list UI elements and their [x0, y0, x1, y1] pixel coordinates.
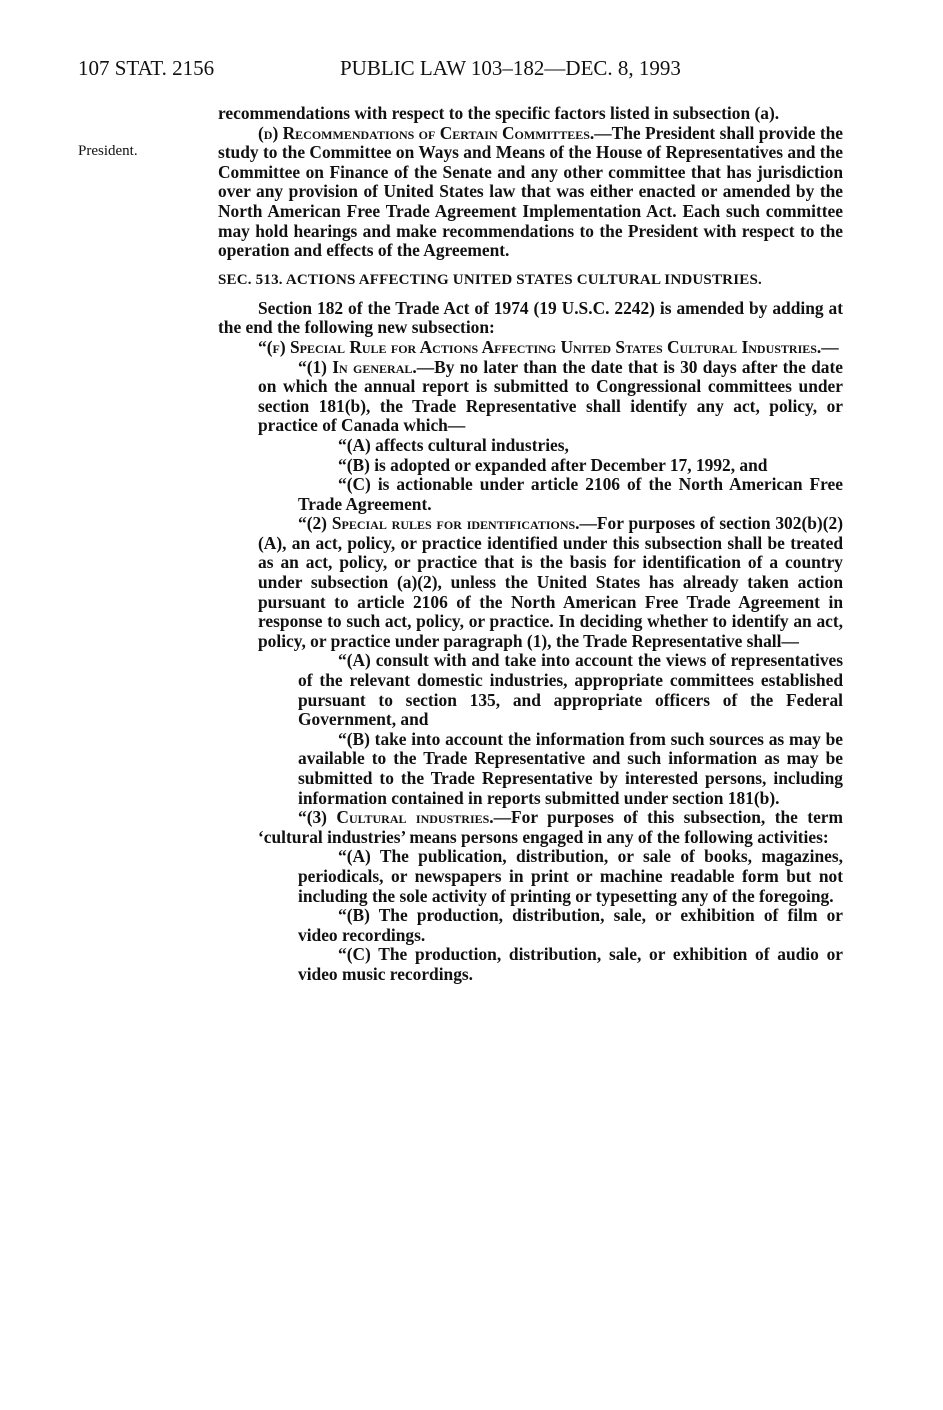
item-1-b: “(B) is adopted or expanded after December 17, 1992, and [338, 454, 768, 475]
paragraph-3-text: —For purposes of this subsection, the term ‘cultural industries’ means persons engaged in any of the following activities: [258, 807, 843, 847]
subsection-f-heading: “(f) Special Rule for Actions Affecting United States Cultural Industries. [258, 336, 822, 357]
subsection-f [218, 338, 843, 358]
item-3-c: “(C) The production, distribution, sale, or exhibition of audio or video music recordings. [298, 944, 843, 984]
paragraph-1-text: —By no later than the date that is 30 days after the date on which the annual report is submitted to Congressional committees under section 181(b), the Trade Representative shall identify any act, policy, or practice of Canada which— [258, 356, 843, 436]
item-2-a: “(A) consult with and take into account the views of representatives of the relevant domestic industries, appropriate committees established pursuant to section 135, and appropriate officers of the Federal Government, and [298, 650, 843, 730]
item-1-a: “(A) affects cultural industries, [338, 434, 569, 455]
item-1-c: “(C) is actionable under article 2106 of the North American Free Trade Agreement. [298, 474, 843, 514]
paragraph-2-heading: “(2) Special rules for identifications. [298, 513, 580, 534]
item-2-b: “(B) take into account the information from such sources as may be available to the Trade Representative and such information as may be submitted to the Trade Representative by interested persons, including information contained in reports submitted under section 181(b). [298, 728, 843, 808]
paragraph-continuation: recommendations with respect to the specific factors listed in subsection (a). [218, 103, 780, 123]
paragraph-3-heading: “(3) Cultural industries. [298, 807, 494, 828]
document-body [218, 104, 843, 985]
subsection-d-text: —The President shall provide the study to the Committee on Ways and Means of the House of Representatives and the Committee on Finance of the Senate and any other committee that has jurisdiction over any provision of United States law that was either enacted or amended by the North American Free Trade Agreement Implementation Act. Each such committee may hold hearings and make recommendations to the President with respect to the operation and effects of the Agreement. [218, 122, 844, 261]
margin-note: President. [78, 143, 138, 159]
page-header [78, 56, 883, 86]
item-3-a: “(A) The publication, distribution, or sale of books, magazines, periodicals, or newspapers in print or machine readable form but not including the sole activity of printing or typesetting any of the foregoing. [298, 846, 843, 906]
item-3-b: “(B) The production, distribution, sale, or exhibition of film or video recordings. [298, 905, 843, 945]
amendment-intro: Section 182 of the Trade Act of 1974 (19 U.S.C. 2242) is amended by adding at the end the following new subsection: [218, 297, 843, 338]
subsection-d-heading: (d) Recommendations of Certain Committees. [258, 122, 595, 143]
paragraph-1-heading: “(1) In general. [298, 356, 417, 377]
paragraph-3 [258, 808, 843, 847]
paragraph-2-text: —For purposes of section 302(b)(2)(A), an act, policy, or practice identified under this subsection shall be treated as an act, policy, or practice that is the basis for identification of a country under subsection (a)(2), unless the United States has already taken action pursuant to article 2106 of the North American Free Trade Agreement in response to such act, policy, or practice. In deciding whether to identify an act, policy, or practice under paragraph (1), the Trade Representative shall— [258, 513, 843, 651]
paragraph-2 [258, 514, 843, 651]
subsection-d [218, 124, 843, 261]
paragraph-1 [258, 358, 843, 436]
subsection-f-dash: — [821, 336, 839, 357]
stat-page-number: 107 STAT. 2156 [78, 56, 215, 80]
section-heading: SEC. 513. ACTIONS AFFECTING UNITED STATES CULTURAL INDUSTRIES. [218, 271, 762, 288]
law-title: PUBLIC LAW 103–182—DEC. 8, 1993 [340, 56, 681, 80]
